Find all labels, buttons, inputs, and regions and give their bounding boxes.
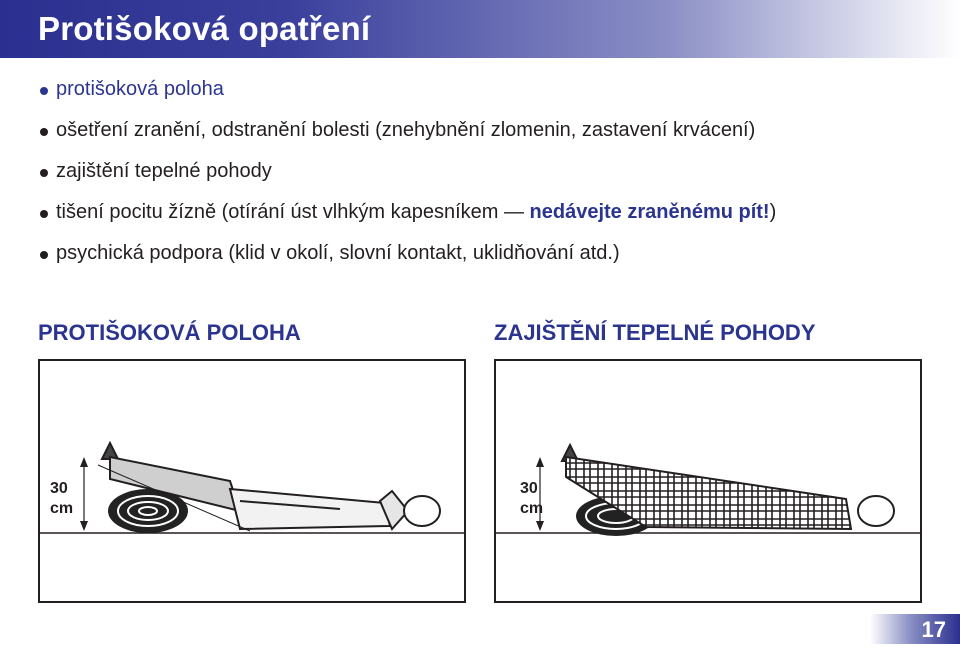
heading-shock-position: PROTIŠOKOVÁ POLOHA	[38, 320, 301, 345]
height-label-number: 30	[50, 480, 68, 497]
heading-thermal-comfort: ZAJIŠTĚNÍ TEPELNÉ POHODY	[494, 320, 816, 345]
page-number-badge	[870, 614, 960, 644]
bullet-text: psychická podpora (klid v okolí, slovní kontakt, uklidňování atd.)	[56, 242, 620, 264]
bullet-item	[38, 156, 776, 197]
page-header	[0, 0, 960, 58]
height-arrow-head-top	[536, 457, 544, 467]
illustration-drawing	[496, 361, 920, 601]
page-number: 17	[921, 617, 946, 642]
height-label-unit: cm	[520, 500, 544, 517]
height-label-unit: cm	[50, 500, 74, 517]
bullet-item	[38, 115, 776, 156]
illustration-drawing	[40, 361, 464, 601]
bullet-list	[38, 74, 776, 279]
bullet-item	[38, 74, 776, 115]
height-arrow-head-top	[80, 457, 88, 467]
height-arrow-head-bottom	[80, 521, 88, 531]
height-label-number: 30	[520, 480, 538, 497]
bullet-text-end: )	[769, 201, 777, 223]
bullet-text: ošetření zranění, odstranění bolesti (znehybnění zlomenin, zastavení krvácení)	[56, 119, 756, 141]
bullet-text: protišoková poloha	[56, 78, 224, 100]
bullet-text: zajištění tepelné pohody	[56, 160, 272, 182]
bullet-text: tišení pocitu žízně (otírání úst vlhkým kapesníkem —	[56, 201, 530, 223]
illustration-shock-position	[38, 359, 466, 603]
bullet-emphasis: nedávejte zraněnému pít!	[529, 201, 770, 223]
bullet-item	[38, 238, 776, 279]
page-title: Protišoková opatření	[38, 10, 371, 47]
height-arrow-head-bottom	[536, 521, 544, 531]
bullet-item	[38, 197, 776, 238]
illustration-thermal-comfort	[494, 359, 922, 603]
